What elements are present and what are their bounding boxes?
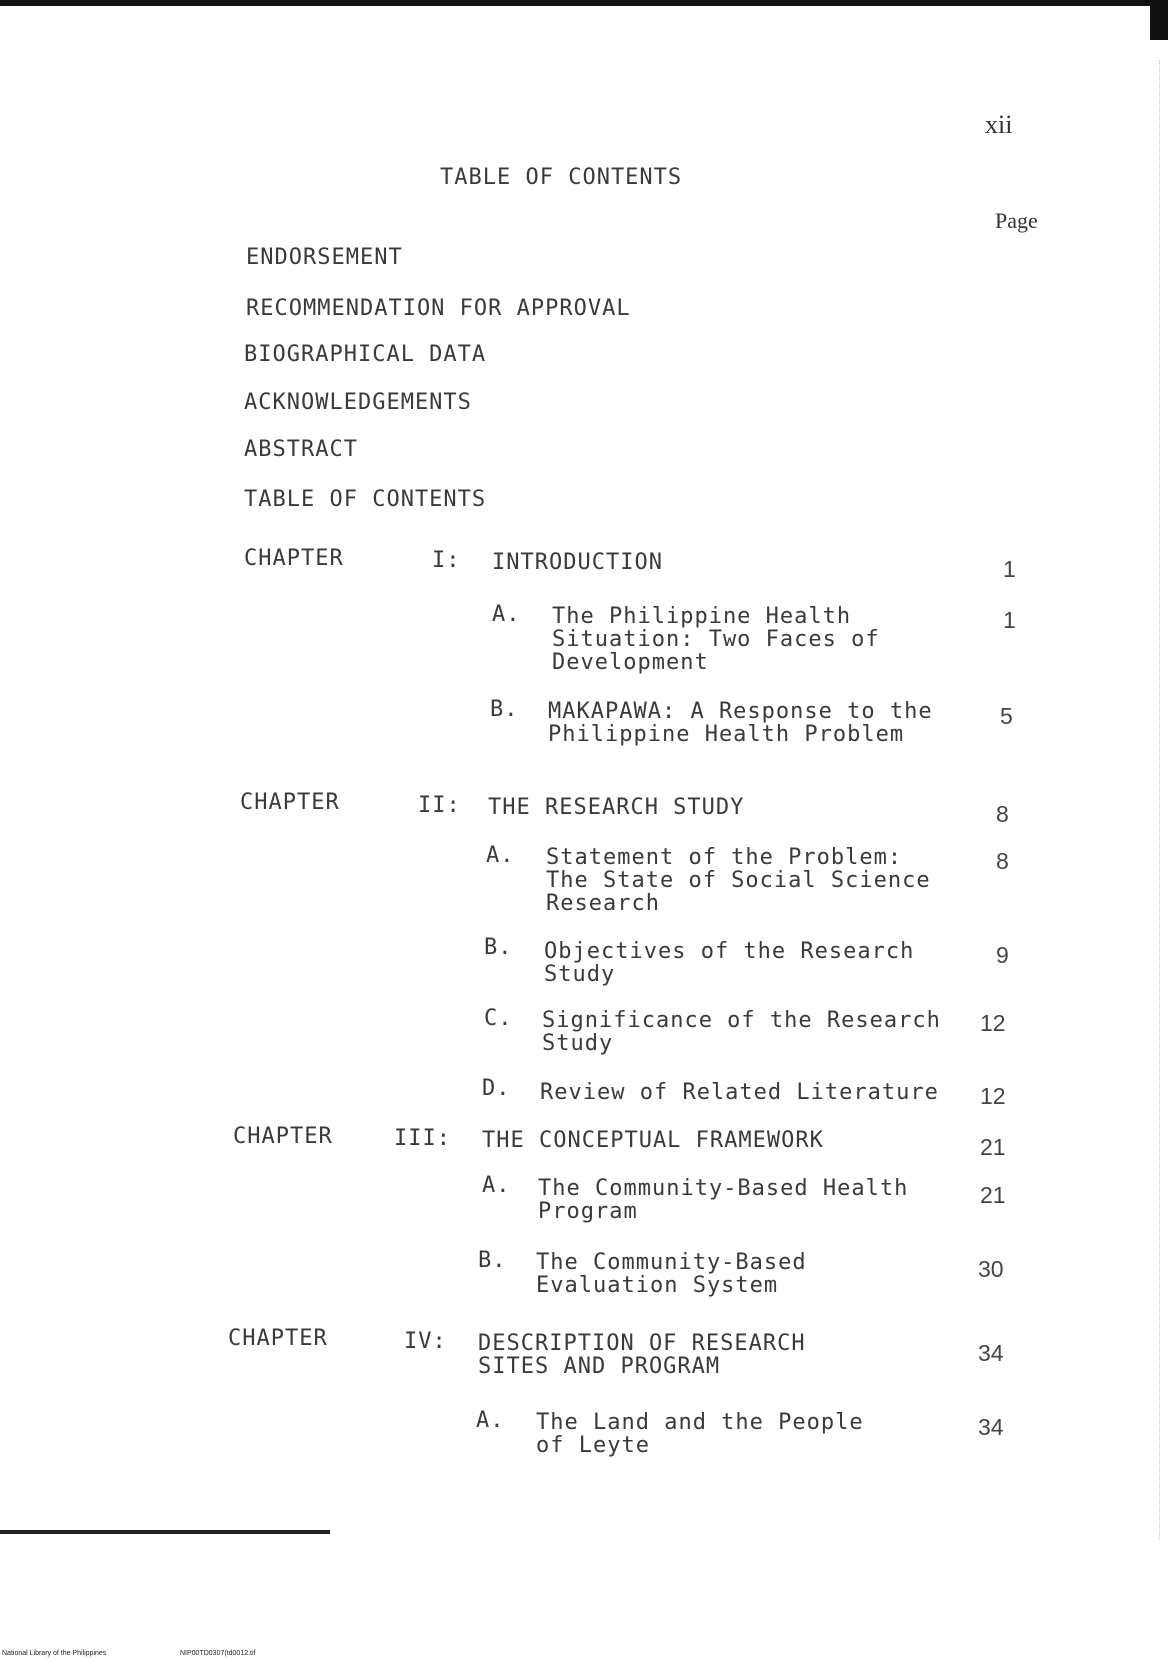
section-letter: B. (490, 697, 519, 722)
section-letter: A. (486, 843, 515, 868)
chapter-numeral: IV: (404, 1329, 447, 1354)
chapter-label: CHAPTER (244, 546, 344, 571)
section-letter: A. (476, 1408, 505, 1433)
section-title: MAKAPAWA: A Response to the Philippine Health Problem (548, 699, 933, 747)
front-matter-item: TABLE OF CONTENTS (244, 487, 487, 512)
page-ref: 21 (980, 1134, 1006, 1160)
section-title: The Land and the People of Leyte (536, 1410, 864, 1458)
section-title: Statement of the Problem: The State of Social Science Research (546, 845, 931, 916)
front-matter-item: RECOMMENDATION FOR APPROVAL (246, 296, 631, 321)
scan-border-top (0, 0, 1168, 6)
section-letter: A. (492, 602, 521, 627)
section-letter: B. (484, 935, 513, 960)
chapter-label: CHAPTER (228, 1326, 328, 1351)
page-ref: 12 (980, 1010, 1006, 1036)
chapter-title: THE RESEARCH STUDY (488, 795, 745, 820)
section-title: The Community-Based Health Program (538, 1176, 909, 1224)
page-ref: 5 (1000, 703, 1013, 729)
page-ref: 30 (978, 1256, 1004, 1282)
footer-library: National Library of the Philippines (2, 1650, 107, 1657)
section-letter: A. (482, 1173, 511, 1198)
chapter-label: CHAPTER (233, 1124, 333, 1149)
chapter-title: THE CONCEPTUAL FRAMEWORK (482, 1128, 824, 1153)
section-letter: B. (478, 1248, 507, 1273)
section-letter: D. (482, 1076, 511, 1101)
scan-edge-right (1158, 60, 1160, 1540)
page-ref: 34 (978, 1340, 1004, 1366)
page-ref: 9 (996, 942, 1009, 968)
chapter-title: INTRODUCTION (492, 550, 663, 575)
section-letter: C. (484, 1006, 513, 1031)
chapter-numeral: III: (394, 1126, 451, 1151)
page-number: xii (985, 110, 1013, 139)
scan-corner-mark (1150, 0, 1168, 40)
chapter-numeral: I: (432, 548, 461, 573)
scan-rule-bottom (0, 1530, 330, 1534)
footer-file: NIP00TD0307(td0012.tif (180, 1650, 256, 1657)
section-title: The Philippine Health Situation: Two Faces of Development (552, 604, 880, 675)
page-ref: 1 (1003, 556, 1016, 582)
front-matter-item: ABSTRACT (244, 437, 358, 462)
page-ref: 12 (980, 1083, 1006, 1109)
page-column-label: Page (995, 208, 1038, 233)
front-matter-item: ENDORSEMENT (246, 245, 403, 270)
page-ref: 8 (996, 848, 1009, 874)
chapter-label: CHAPTER (240, 790, 340, 815)
chapter-numeral: II: (418, 793, 461, 818)
page-ref: 8 (996, 801, 1009, 827)
page-ref: 21 (980, 1182, 1006, 1208)
chapter-title: DESCRIPTION OF RESEARCH SITES AND PROGRAM (478, 1331, 806, 1379)
section-title: Significance of the Research Study (542, 1008, 941, 1056)
page-ref: 1 (1003, 607, 1016, 633)
front-matter-item: ACKNOWLEDGEMENTS (244, 390, 472, 415)
section-title: Objectives of the Research Study (544, 939, 915, 987)
section-title: The Community-Based Evaluation System (536, 1250, 807, 1298)
page-ref: 34 (978, 1414, 1004, 1440)
page-title: TABLE OF CONTENTS (440, 165, 683, 190)
section-title: Review of Related Literature (540, 1080, 939, 1105)
front-matter-item: BIOGRAPHICAL DATA (244, 342, 487, 367)
